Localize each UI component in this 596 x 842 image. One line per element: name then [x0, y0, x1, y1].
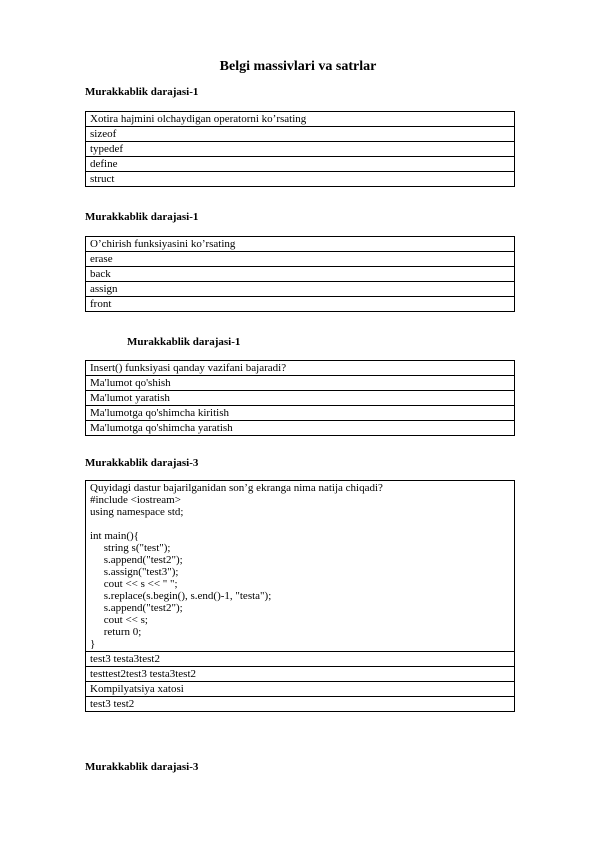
answer-option: erase — [86, 252, 515, 267]
code-listing: #include <iostream> using namespace std; int main(){ string s("test"); s.append("test2"); s.assign("test3"); cout << s << " "; s.replace(s.begin(), s.end()-1, "testa"); s.append("test2"); cout << s; return 0; } — [90, 494, 272, 650]
answer-option: sizeof — [86, 127, 515, 142]
question-table — [85, 111, 515, 187]
answer-option: Ma'lumotga qo'shimcha kiritish — [86, 406, 515, 421]
answer-option: back — [86, 267, 515, 282]
answer-option: testtest2test3 testa3test2 — [86, 667, 515, 682]
question-table — [85, 360, 515, 436]
answer-option: Kompilyatsiya xatosi — [86, 682, 515, 697]
answer-option: test3 test2 — [86, 697, 515, 712]
answer-option: Ma'lumot yaratish — [86, 391, 515, 406]
answer-option: Ma'lumot qo'shish — [86, 376, 515, 391]
section-heading: Murakkablik darajasi-3 — [85, 457, 199, 469]
answer-option: assign — [86, 282, 515, 297]
answer-option: front — [86, 297, 515, 312]
answer-option: Ma'lumotga qo'shimcha yaratish — [86, 421, 515, 436]
section-heading: Murakkablik darajasi-1 — [127, 336, 241, 348]
answer-option: test3 testa3test2 — [86, 652, 515, 667]
section-heading: Murakkablik darajasi-1 — [85, 86, 199, 98]
answer-option: struct — [86, 172, 515, 187]
question-table — [85, 236, 515, 312]
question-text: Insert() funksiyasi qanday vazifani bajaradi? — [86, 361, 515, 376]
section-heading: Murakkablik darajasi-3 — [85, 761, 199, 773]
question-text: Xotira hajmini olchaydigan operatorni ko’rsating — [86, 112, 515, 127]
question-with-code — [86, 481, 515, 652]
page-title: Belgi massivlari va satrlar — [219, 59, 377, 74]
question-table — [85, 480, 515, 712]
question-text: Quyidagi dastur bajarilganidan son’g ekranga nima natija chiqadi? — [90, 482, 383, 494]
answer-option: define — [86, 157, 515, 172]
answer-option: typedef — [86, 142, 515, 157]
question-text: O’chirish funksiyasini ko’rsating — [86, 237, 515, 252]
section-heading: Murakkablik darajasi-1 — [85, 211, 199, 223]
